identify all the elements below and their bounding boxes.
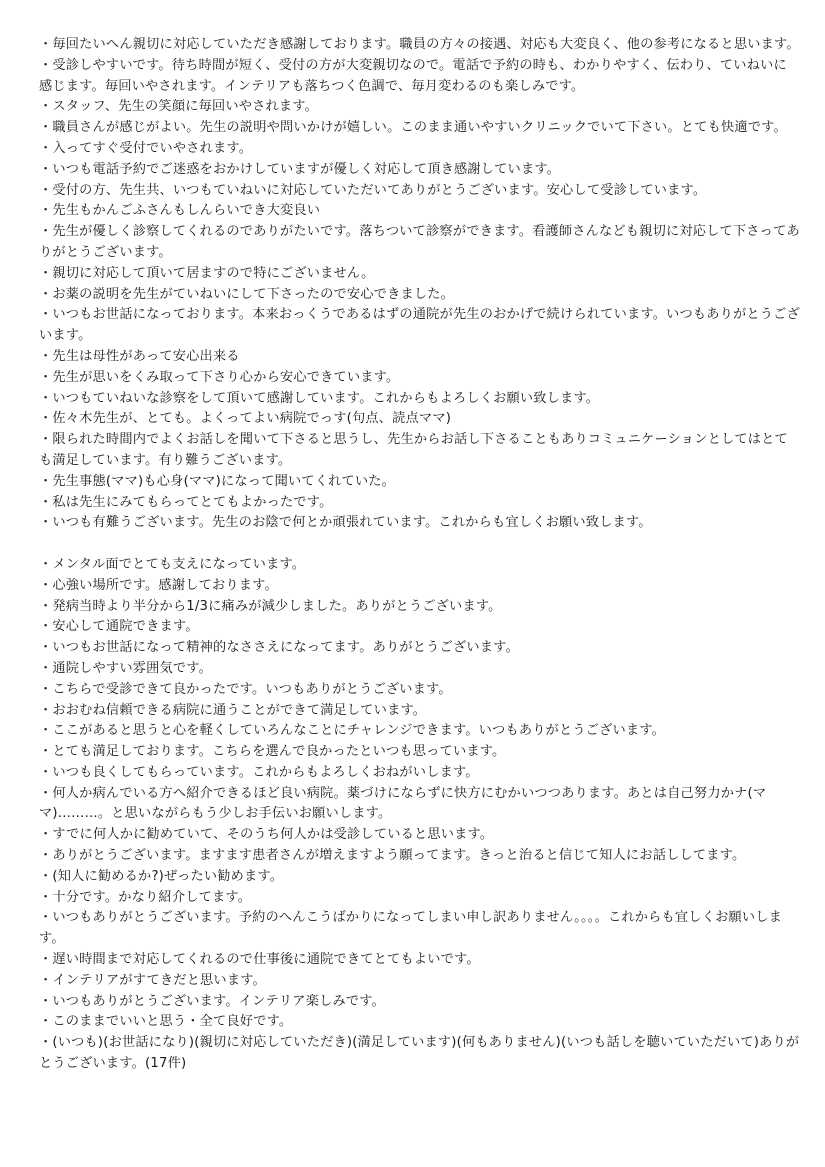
comment-entry: ・先生は母性があって安心出来る xyxy=(39,348,240,364)
comment-entry: ・受診しやすいです。待ち時間が短く、受付の方が大変親切なので。電話で予約の時も、わかりやすく、伝わり、ていねいに感じます。毎回いやされます。インテリアも落ちつく色調で、毎月変わるのも楽しみです。 xyxy=(39,57,787,94)
comment-entry: ・遅い時間まで対応してくれるので仕事後に通院できてとてもよいです。 xyxy=(39,952,480,968)
comment-entry: ・スタッフ、先生の笑顔に毎回いやされます。 xyxy=(39,99,319,115)
comment-entry: ・いつも有難うございます。先生のお陰で何とか頑張れています。これからも宜しくお願い致します。 xyxy=(39,515,652,531)
comment-entry: ・いつもお世話になって精神的なささえになってます。ありがとうございます。 xyxy=(39,640,519,656)
comment-entry: ・心強い場所です。感謝しております。 xyxy=(39,577,278,593)
comment-entry: ・このままでいいと思う・全て良好です。 xyxy=(39,1014,293,1030)
comment-entry: ・通院しやすい雰囲気です。 xyxy=(39,660,212,676)
comment-entry: ・先生が優しく診察してくれるのでありがたいです。落ちついて診察ができます。看護師さんなども親切に対応して下さってありがとうございます。 xyxy=(39,224,800,260)
comment-entry: ・いつも良くしてもらっています。これからもよろしくおねがいします。 xyxy=(39,764,479,780)
comment-entry: ・私は先生にみてもらってとてもよかったです。 xyxy=(39,494,333,510)
comment-entry: ・限られた時間内でよくお話しを聞いて下さると思うし、先生からお話し下さることもありコミュニケーションとしてはとても満足しています。有り難うございます。 xyxy=(39,432,788,468)
comment-list-section-2 xyxy=(39,555,800,1075)
comment-entry: ・お薬の説明を先生がていねいにして下さったので安心できました。 xyxy=(39,286,455,302)
comment-entry: ・いつも電話予約でご迷惑をおかけしていますが優しく対応して頂き感謝しています。 xyxy=(39,161,561,177)
comment-list-section-1 xyxy=(39,35,800,534)
comment-entry: ・いつもていねいな診察をして頂いて感謝しています。これからもよろしくお願い致します。 xyxy=(39,390,600,406)
comment-entry: ・受付の方、先生共、いつもていねいに対応していただいてありがとうございます。安心して受診しています。 xyxy=(39,182,707,198)
comment-entry: ・(いつも)(お世話になり)(親切に対応していただき)(満足しています)(何もありません)(いつも話しを聴いていただいて)ありがとうございます。(17件) xyxy=(39,1035,800,1072)
comment-entry: ・すでに何人かに勧めていて、そのうち何人かは受診していると思います。 xyxy=(39,827,494,843)
comment-entry: ・インテリアがすてきだと思います。 xyxy=(39,972,266,988)
comment-entry: ・発病当時より半分から1/3に痛みが減少しました。ありがとうございます。 xyxy=(39,598,502,614)
comment-entry: ・こちらで受診できて良かったです。いつもありがとうございます。 xyxy=(39,681,452,697)
comment-entry: ・先生が思いをくみ取って下さり心から安心できています。 xyxy=(39,369,400,385)
comment-entry: ・職員さんが感じがよい。先生の説明や問いかけが嬉しい。このまま通いやすいクリニックでいて下さい。とても快適です。 xyxy=(39,120,787,136)
comment-entry: ・いつもお世話になっております。本来おっくうであるはずの通院が先生のおかげで続けられています。いつもありがとうございます。 xyxy=(39,307,800,344)
comment-entry: ・入ってすぐ受付でいやされます。 xyxy=(39,140,253,156)
comment-entry: ・とても満足しております。こちらを選んで良かったといつも思っています。 xyxy=(39,744,506,760)
comment-entry: ・おおむね信頼できる病院に通うことができて満足しています。 xyxy=(39,702,427,718)
comment-entry: ・親切に対応して頂いて居ますので特にございません。 xyxy=(39,265,375,281)
comment-entry: ・メンタル面でとても支えになっています。 xyxy=(39,556,306,572)
comment-entry: ・安心して通院できます。 xyxy=(39,619,199,635)
comment-entry: ・何人か病んでいる方へ紹介できるほど良い病院。薬づけにならずに快方にむかいつつあります。あとは自己努力かナ(ママ)………。と思いながらもう少しお手伝いお願いします。 xyxy=(39,785,767,822)
comment-entry: ・先生もかんごふさんもしんらいでき大変良い xyxy=(39,203,321,219)
comment-entry: ・毎回たいへん親切に対応していただき感謝しております。職員の方々の接遇、対応も大変良く、他の参考になると思います。 xyxy=(39,37,800,52)
comment-entry: ・ここがあると思うと心を軽くしていろんなことにチャレンジできます。いつもありがとうございます。 xyxy=(39,723,666,739)
comment-entry: ・いつもありがとうございます。予約のへんこうばかりになってしまい申し訳ありません。。。。これからも宜しくお願いします。 xyxy=(39,910,783,947)
comment-entry: ・先生事態(ママ)も心身(ママ)になって聞いてくれていた。 xyxy=(39,473,396,489)
section-gap xyxy=(39,534,800,555)
comment-entry: ・いつもありがとうございます。インテリア楽しみです。 xyxy=(39,993,385,1009)
comment-entry: ・(知人に勧めるか?)ぜったい勧めます。 xyxy=(39,868,284,884)
comment-entry: ・ありがとうございます。ますます患者さんが増えますよう願ってます。きっと治ると信じて知人にお話ししてます。 xyxy=(39,848,746,864)
comment-entry: ・十分です。かなり紹介してます。 xyxy=(39,889,252,905)
comment-entry: ・佐々木先生が、とても。よくってよい病院でっす(句点、読点ママ) xyxy=(39,411,452,427)
